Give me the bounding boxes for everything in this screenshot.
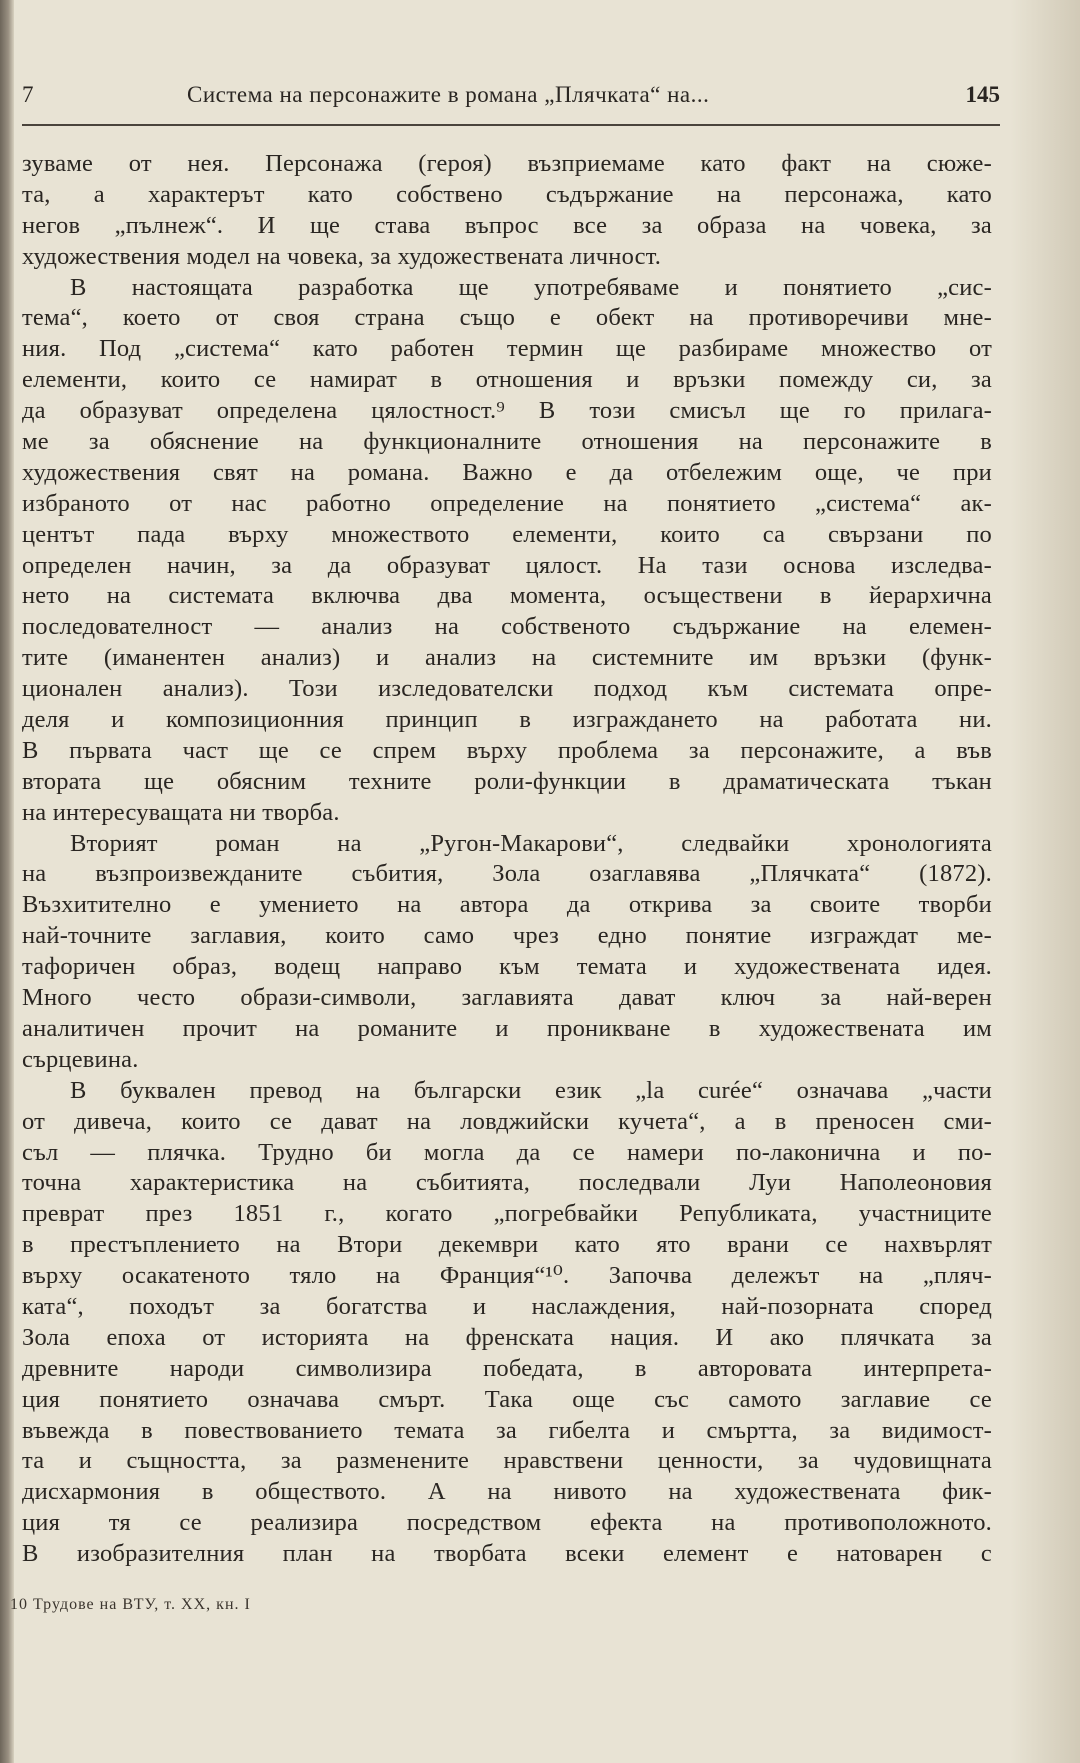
text-line: съл — плячка. Трудно би могла да се намери по-лаконична и по- <box>22 1138 992 1166</box>
text-line: Вторият роман на „Ругон-Макарови“, следвайки хронологията <box>70 829 992 857</box>
text-line: В буквален превод на български език „la curée“ означава „части <box>70 1076 992 1104</box>
text-line: тафоричен образ, водещ направо към темата и художествената идея. <box>22 953 992 981</box>
text-line: втората ще обясним техните роли-функции в драматическата тъкан <box>22 767 992 795</box>
text-line: дисхармония в обществото. А на нивото на художествената фик- <box>22 1478 992 1506</box>
text-line: Много често образи-символи, заглавията дават ключ за най-верен <box>22 984 992 1012</box>
text-line: В изобразителния план на творбата всеки елемент е натоварен с <box>22 1540 992 1568</box>
chapter-number: 7 <box>22 82 34 107</box>
text-line: избраното от нас работно определение на понятието „система“ ак- <box>22 489 992 517</box>
text-line: тите (иманентен анализ) и анализ на системните им връзки (функ- <box>22 644 992 672</box>
text-line: последователност — анализ на собственото съдържание на елемен- <box>22 613 992 641</box>
header-rule <box>22 124 1000 126</box>
page-number: 145 <box>965 82 1000 107</box>
text-line: В настоящата разработка ще употребяваме и понятието „сис- <box>70 273 992 301</box>
page-shadow <box>1010 0 1080 1763</box>
text-line: ция понятието означава смърт. Така още със самото заглавие се <box>22 1385 992 1413</box>
text-line: нето на системата включва два момента, осъществени в йерархична <box>22 582 992 610</box>
text-line: точна характеристика на събитията, последвали Луи Наполеоновия <box>22 1169 992 1197</box>
running-header <box>22 82 1000 116</box>
text-line: Зола епоха от историята на френската нация. И ако плячката за <box>22 1323 992 1351</box>
text-line: ме за обяснение на функционалните отношения на персонажите в <box>22 428 992 456</box>
text-line: негов „пълнеж“. И ще става въпрос все за образа на човека, за <box>22 211 992 239</box>
text-line: та, а характерът като собствено съдържание на персонажа, като <box>22 180 992 208</box>
text-line: центът пада върху множеството елементи, които са свързани по <box>22 520 992 548</box>
page-binding-edge <box>0 0 14 1763</box>
running-title: Система на персонажите в романа „Плячката“ на... <box>187 82 710 107</box>
text-line: та и същността, за разменените нравствени ценности, за чудовищната <box>22 1447 992 1475</box>
text-line: в престъплението на Втори декември като ято врани се нахвърлят <box>22 1231 992 1259</box>
text-line: ционален анализ). Този изследователски подход към системата опре- <box>22 675 992 703</box>
text-line: преврат през 1851 г., когато „погребвайки Републиката, участниците <box>22 1200 992 1228</box>
footer-signature: 10 Трудове на ВТУ, т. XX, кн. I <box>10 1596 251 1613</box>
text-line: от дивеча, които се дават на ловджийски кучета“, а в преносен сми- <box>22 1107 992 1135</box>
text-line: въвежда в повествованието темата за гибелта и смъртта, за видимост- <box>22 1416 992 1444</box>
text-line: на интересуващата ни творба. <box>22 798 340 826</box>
text-line: художествения модел на човека, за художествената личност. <box>22 242 662 270</box>
text-line: В първата част ще се спрем върху проблема за персонажите, а във <box>22 736 992 764</box>
body-text <box>22 149 992 1570</box>
text-line: върху осакатеното тяло на Франция“¹⁰. Започва дележът на „пляч- <box>22 1262 992 1290</box>
text-line: ция тя се реализира посредством ефекта на противоположното. <box>22 1509 992 1537</box>
text-line: художествения свят на романа. Важно е да отбележим още, че при <box>22 458 992 486</box>
text-line: сърцевина. <box>22 1045 139 1073</box>
text-line: тема“, което от своя страна също е обект на противоречиви мне- <box>22 304 992 332</box>
text-line: ния. Под „система“ като работен термин ще разбираме множество от <box>22 335 992 363</box>
text-line: аналитичен прочит на романите и проникване в художествената им <box>22 1014 992 1042</box>
text-line: на възпроизвежданите събития, Зола озаглавява „Плячката“ (1872). <box>22 860 992 888</box>
text-line: Възхитително е умението на автора да открива за своите творби <box>22 891 992 919</box>
text-line: да образуват определена цялостност.⁹ В този смисъл ще го прилага- <box>22 397 992 425</box>
text-line: най-точните заглавия, които само чрез едно понятие изграждат ме- <box>22 922 992 950</box>
text-line: ката“, походът за богатства и наслаждения, най-позорната според <box>22 1292 992 1320</box>
text-line: деля и композиционния принцип в изграждането на работата ни. <box>22 706 992 734</box>
text-line: зуваме от нея. Персонажа (героя) възприемаме като факт на сюже- <box>22 150 992 177</box>
text-line: определен начин, за да образуват цялост. На тази основа изследва- <box>22 551 992 579</box>
text-line: древните народи символизира победата, в авторовата интерпрета- <box>22 1354 992 1382</box>
text-line: елементи, които се намират в отношения и връзки помежду си, за <box>22 366 992 394</box>
